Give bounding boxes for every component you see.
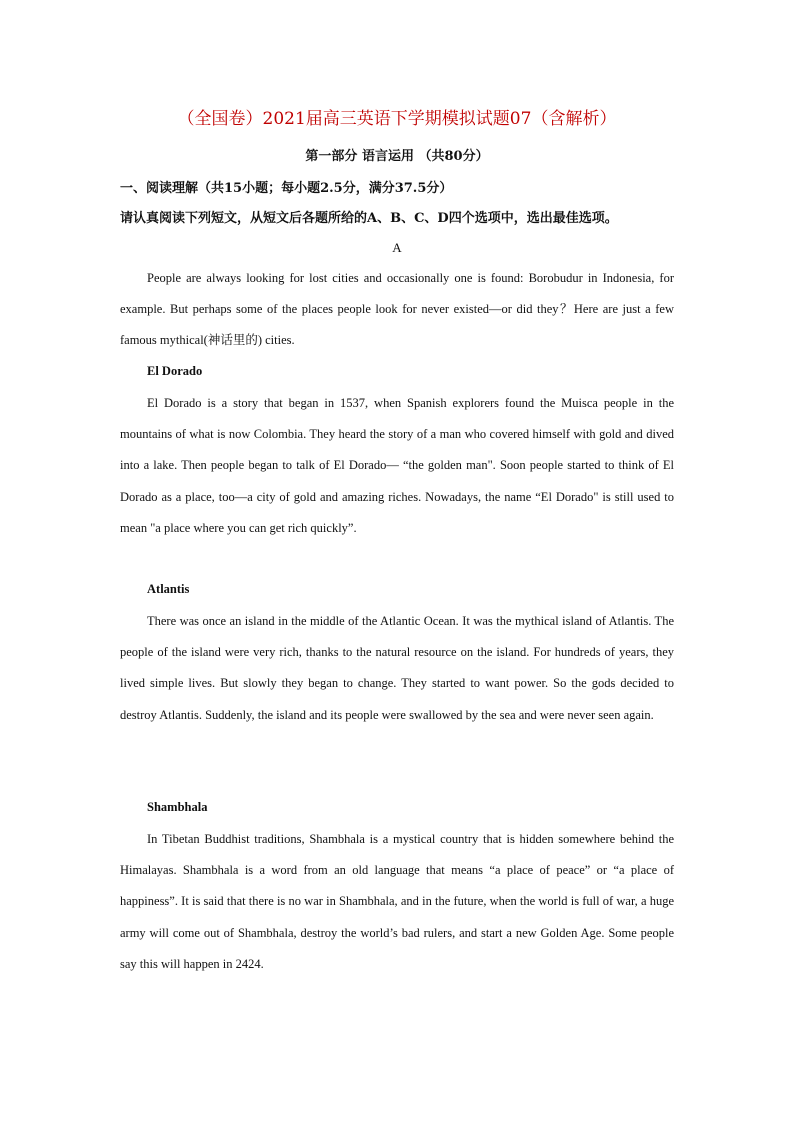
section-heading-shambhala: Shambhala — [147, 800, 208, 814]
paragraph-atlantis: There was once an island in the middle of the Atlantic Ocean. It was the mythical island of Atlantis. The people of the island were very rich, thanks to the natural resource on the island. For hundreds of years, they lived simple lives. But slowly they began to change. They started to want power. So the gods decided to destroy Atlantis. Suddenly, the island and its people were swallowed by the sea and were never seen again. — [120, 614, 674, 722]
document-title: （全国卷）2021届高三英语下学期模拟试题07（含解析） — [177, 109, 617, 129]
paragraph-el-dorado: El Dorado is a story that began in 1537, when Spanish explorers found the Muisca people in the mountains of what is now Colombia. They heard the story of a man who covered himself with gold and dived into a lake. Then people began to talk of El Dorado— “the golden man". Soon people started to think of El Dorado as a place, too—a city of gold and amazing riches. Nowadays, the name “El Dorado" is still used to mean "a place where you can get rich quickly”. — [120, 396, 674, 535]
section-heading-el-dorado: El Dorado — [147, 364, 203, 378]
instruction-text: 请认真阅读下列短文，从短文后各题所给的A、B、C、D四个选项中，选出最佳选项。 — [120, 211, 618, 226]
section-heading-atlantis: Atlantis — [147, 582, 190, 596]
intro-paragraph: People are always looking for lost cities and occasionally one is found: Borobudur in Indonesia, for example. But perhaps some of the places people look for never existed—or did they？Here are just a few famous mythical(神话里的) cities. — [120, 271, 674, 348]
paragraph-shambhala: In Tibetan Buddhist traditions, Shambhala is a mystical country that is hidden somewhere behind the Himalayas. Shambhala is a word from an old language that means “a place of peace” or “a place of happiness”. It is said that there is no war in Shambhala, and in the future, when the world is full of war, a huge army will come out of Shambhala, destroy the world’s bad rulers, and start a new Golden Age. Some people say this will happen in 2424. — [120, 832, 674, 971]
part-heading: 第一部分 语言运用 （共80分） — [305, 149, 489, 164]
section-heading: 一、阅读理解（共15小题；每小题2.5分，满分37.5分） — [120, 181, 453, 196]
passage-letter: A — [392, 240, 402, 255]
